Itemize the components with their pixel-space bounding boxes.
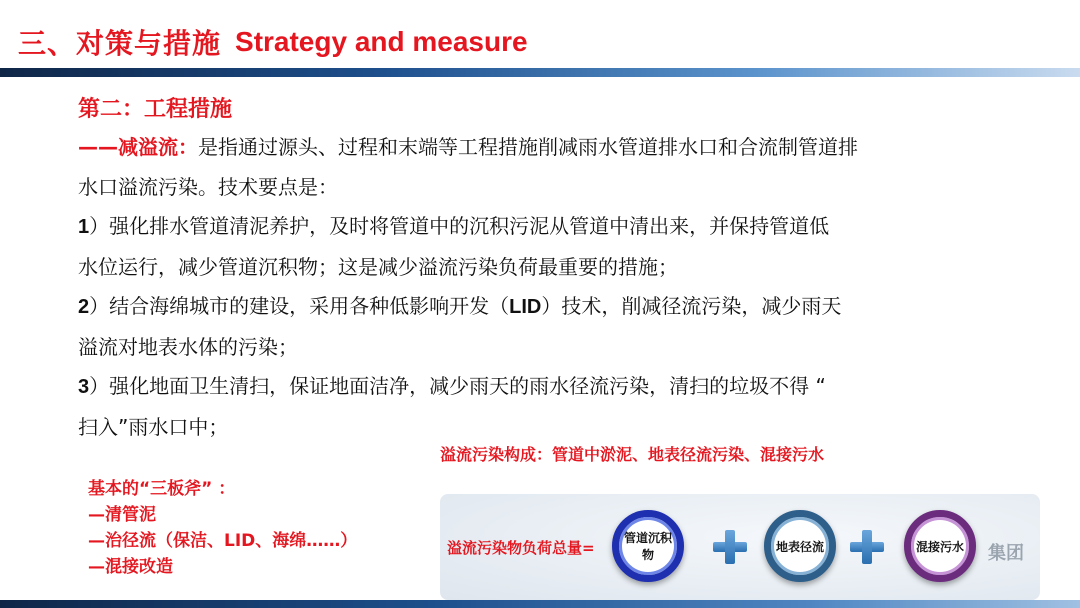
three-axes-item-1: —清管泥	[88, 505, 156, 525]
intro-label: ——减溢流：	[78, 135, 198, 159]
item-3-text-1: ）强化地面卫生清扫，保证地面洁净，减少雨天的雨水径流污染，清扫的垃圾不得 “	[89, 374, 826, 398]
overflow-composition-note: 溢流污染构成：管道中淤泥、地表径流污染、混接污水	[440, 445, 825, 464]
item-1-number: 1	[78, 216, 90, 238]
intro-line-1	[78, 128, 1018, 168]
item-1-line-2: 水位运行，减少管道沉积物；这是减少溢流污染负荷最重要的措施；	[78, 254, 678, 279]
section-heading: 第二：工程措施	[78, 97, 233, 122]
three-axes-item-3: —混接改造	[88, 557, 173, 577]
surface-runoff-circle	[764, 510, 836, 582]
intro-text-1: 是指通过源头、过程和末端等工程措施削减雨水管道排水口和合流制管道排	[198, 135, 858, 159]
three-axes-item-2: —治径流（保洁、LID、海绵……）	[88, 531, 358, 551]
item-2-line-1	[78, 287, 1018, 328]
company-logo-text: 集团	[988, 543, 1024, 564]
item-3-line-1	[78, 367, 1018, 408]
item-2-line-2: 溢流对地表水体的污染；	[78, 334, 298, 359]
formula-label: 溢流污染物负荷总量=	[447, 539, 595, 557]
pipe-sediment-circle	[612, 510, 684, 582]
surface-runoff-label: 地表径流	[775, 539, 824, 554]
three-axes-box	[88, 476, 357, 580]
intro-line-2: 水口溢流污染。技术要点是：	[78, 174, 338, 199]
item-3-line-2: 扫入”雨水口中；	[78, 414, 229, 439]
mixed-sewage-circle	[904, 510, 976, 582]
three-axes-title: 基本的“三板斧” ：	[88, 479, 236, 499]
item-2-text-1b: ）技术，削减径流污染，减少雨天	[541, 294, 842, 318]
top-banner-bar	[0, 68, 1080, 77]
item-1-text-1: ）强化排水管道清泥养护，及时将管道中的沉积污泥从管道中清出来，并保持管道低	[89, 214, 830, 238]
plus-icon	[850, 530, 884, 564]
item-1-line-1	[78, 207, 1018, 248]
item-2-text-1a: ）结合海绵城市的建设，采用各种低影响开发（	[89, 294, 510, 318]
mixed-sewage-label: 混接污水	[915, 539, 964, 554]
pipe-sediment-label: 管道沉积物	[623, 531, 672, 562]
item-2-number: 2	[78, 296, 90, 318]
lid-abbrev: LID	[509, 296, 542, 318]
bottom-banner-bar	[0, 600, 1080, 608]
title-en: Strategy and measure	[235, 26, 528, 57]
main-content	[78, 92, 1018, 447]
title-cn: 三、对策与措施	[18, 27, 222, 60]
item-3-number: 3	[78, 376, 90, 398]
plus-icon	[713, 530, 747, 564]
slide-title	[18, 20, 528, 64]
